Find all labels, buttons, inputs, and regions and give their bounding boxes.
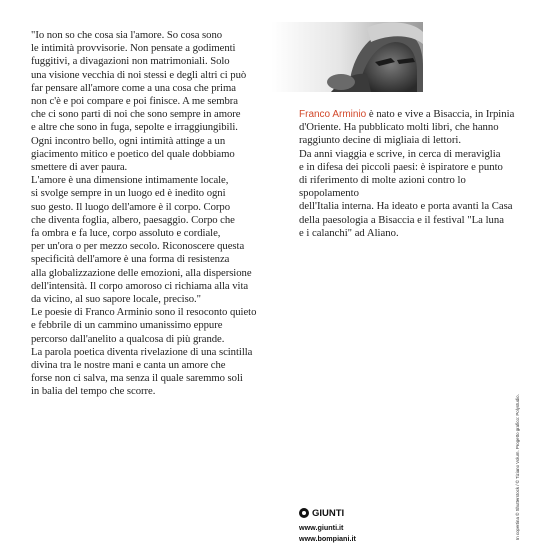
blurb-line: Ogni incontro bello, ogni intimità attinge a un <box>31 134 226 147</box>
blurb-line: e altre che sono in fuga, sepolte e irraggiungibili. <box>31 121 238 134</box>
bio-line: e i calanchi" ad Aliano. <box>299 226 399 239</box>
blurb-line: fa ombra e fa luce, corpo assoluto e cordiale, <box>31 227 221 240</box>
blurb-line: una visione vecchia di noi stessi e degli altri ci può <box>31 68 247 81</box>
blurb-text <box>31 29 269 399</box>
blurb-line: da vicino, al suo sapore locale, preciso." <box>31 293 201 306</box>
publisher-name: GIUNTI <box>312 507 345 519</box>
publisher-logo-icon <box>299 508 309 518</box>
blurb-line: "Io non so che cosa sia l'amore. So cosa sono <box>31 29 223 41</box>
blurb-line: L'amore è una dimensione intimamente locale, <box>31 174 229 187</box>
blurb-line: divina tra le nostre mani e canta un amore che <box>31 359 226 372</box>
blurb-line: giacimento mitico e poetico del quale dobbiamo <box>31 147 235 160</box>
author-name: Franco Arminio <box>299 109 367 120</box>
bio-first-line <box>299 108 523 121</box>
blurb-line: smettere di aver paura. <box>31 161 128 174</box>
blurb-line: far pensare all'amore come a una cosa che prima <box>31 81 236 94</box>
blurb-line: si svolge sempre in un luogo ed è inedito ogni <box>31 187 226 200</box>
author-photo <box>271 22 423 92</box>
blurb-line: percorso dall'anelito a qualcosa di più grande. <box>31 332 225 345</box>
bio-line: della paesologia a Bisaccia e il festival "La luna <box>299 213 504 226</box>
blurb-line: fuggitivi, a divagazioni non matrimoniali. Solo <box>31 55 230 68</box>
cover-credits: In copertina © Shutterstock / © Tiziano Volum. Progetto grafico: Polystudio. <box>515 394 520 540</box>
bio-line: Da anni viaggia e scrive, in cerca di meraviglia <box>299 147 501 160</box>
author-bio <box>299 108 523 240</box>
bio-line: d'Oriente. Ha pubblicato molti libri, che hanno <box>299 121 499 134</box>
blurb-line: suo gesto. Il luogo dell'amore è il corpo. Corpo <box>31 200 230 213</box>
blurb-line: che diventa foglia, albero, paesaggio. Corpo che <box>31 213 235 226</box>
bio-line: e in difesa dei piccoli paesi: è ispiratore e punto <box>299 160 503 173</box>
blurb-line: non c'è e poi compare e poi finisce. A me sembra <box>31 95 238 108</box>
blurb-line: Le poesie di Franco Arminio sono il resoconto quieto <box>31 306 257 319</box>
blurb-line: le intimità provvisorie. Non pensate a godimenti <box>31 42 236 55</box>
bio-line: dell'Italia interna. Ha ideato e porta avanti la Casa <box>299 200 513 213</box>
blurb-line: forse non ci salva, ma senza il quale saremmo soli <box>31 372 243 385</box>
blurb-line: La parola poetica diventa rivelazione di una scintilla <box>31 345 253 358</box>
blurb-line: alla globalizzazione delle emozioni, alla dispersione <box>31 266 252 279</box>
publisher-urls <box>299 522 356 544</box>
url-link[interactable]: www.bompiani.it <box>299 534 356 543</box>
bio-line: di riferimento di molte azioni contro lo spopolamento <box>299 174 466 200</box>
bio-line: raggiunto decine di migliaia di lettori. <box>299 134 462 147</box>
bio-line: è nato e vive a Bisaccia, in Irpinia <box>366 108 515 120</box>
blurb-line: per un'ora o per mezzo secolo. Riconoscere questa <box>31 240 245 253</box>
blurb-line: specificità dell'amore è una forma di resistenza <box>31 253 230 266</box>
publisher-logo <box>299 507 344 519</box>
blurb-line: che ci sono parti di noi che sono sempre in amore <box>31 108 241 121</box>
blurb-line: dell'intensità. Il corpo amoroso ci richiama alla vita <box>31 279 249 292</box>
blurb-line: in balia del tempo che scorre. <box>31 385 156 398</box>
blurb-line: e febbrile di un cammino umanissimo eppure <box>31 319 223 332</box>
url-link[interactable]: www.giunti.it <box>299 523 344 532</box>
